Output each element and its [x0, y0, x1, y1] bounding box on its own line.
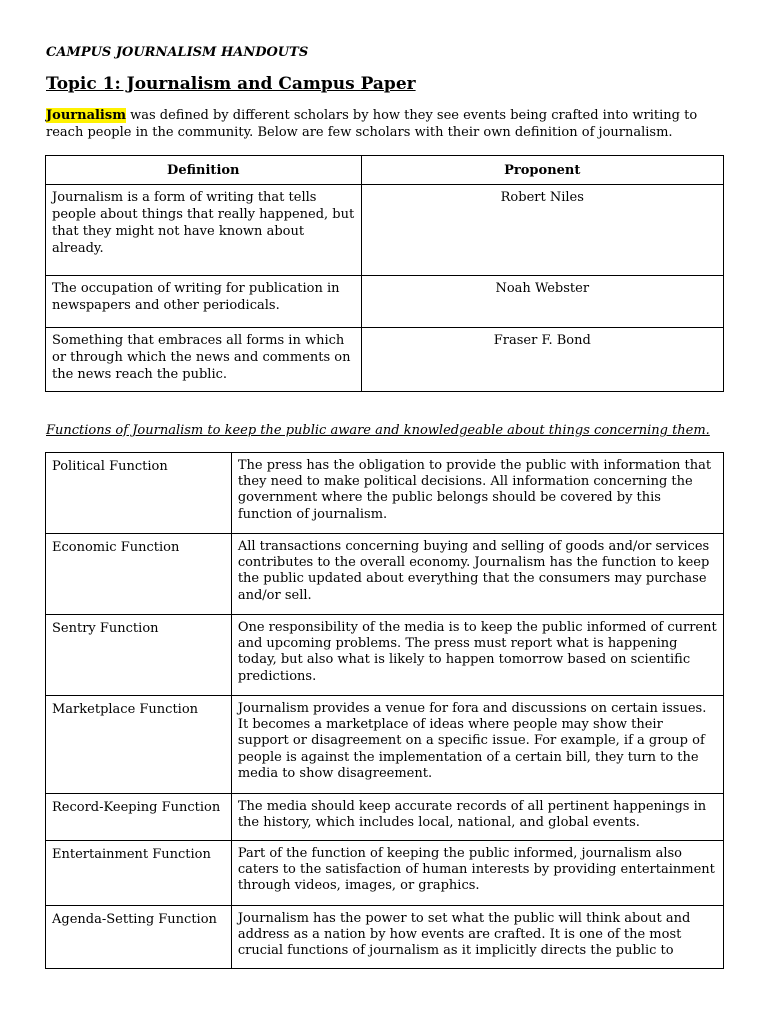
table-row [46, 615, 724, 696]
proponent-cell: Fraser F. Bond [361, 328, 723, 392]
definition-header: Definition [46, 156, 362, 185]
function-name-cell: Marketplace Function [46, 696, 232, 794]
function-name-cell: Sentry Function [46, 615, 232, 696]
intro-text: was defined by different scholars by how they see events being crafted into writing to reach people in the community. Below are few scholars with their own definition of journalism. [46, 108, 698, 140]
definition-cell: Journalism is a form of writing that tells people about things that really happened, but that they might not have known about already. [46, 185, 362, 276]
functions-table [45, 452, 724, 969]
handout-header: CAMPUS JOURNALISM HANDOUTS [46, 45, 309, 60]
table-row [46, 276, 724, 328]
definition-cell: The occupation of writing for publication in newspapers and other periodicals. [46, 276, 362, 328]
function-description-cell: One responsibility of the media is to keep the public informed of current and upcoming problems. The press must report what is happening today, but also what is likely to happen tomorrow based on scientific predictions. [231, 615, 723, 696]
function-description-cell: All transactions concerning buying and selling of goods and/or services contributes to the overall economy. Journalism has the function to keep the public updated about everything that the consumers may purchase and/or sell. [231, 534, 723, 615]
function-description-cell: The media should keep accurate records of all pertinent happenings in the history, which includes local, national, and global events. [231, 794, 723, 841]
topic-title: Topic 1: Journalism and Campus Paper [46, 74, 416, 94]
table-row [46, 185, 724, 276]
function-description-cell: The press has the obligation to provide the public with information that they need to make political decisions. All information concerning the government where the public belongs should be covered by this function of journalism. [231, 453, 723, 534]
function-name-cell: Economic Function [46, 534, 232, 615]
proponent-cell: Noah Webster [361, 276, 723, 328]
table-row [46, 841, 724, 906]
table-row [46, 794, 724, 841]
function-name-cell: Entertainment Function [46, 841, 232, 906]
table-row [46, 906, 724, 969]
definition-cell: Something that embraces all forms in which or through which the news and comments on the news reach the public. [46, 328, 362, 392]
table-row [46, 328, 724, 392]
function-description-cell: Part of the function of keeping the public informed, journalism also caters to the satisfaction of human interests by providing entertainment through videos, images, or graphics. [231, 841, 723, 906]
proponent-cell: Robert Niles [361, 185, 723, 276]
definitions-table [45, 155, 724, 392]
proponent-header: Proponent [361, 156, 723, 185]
function-name-cell: Agenda-Setting Function [46, 906, 232, 969]
function-description-cell: Journalism has the power to set what the public will think about and address as a nation by how events are crafted. It is one of the most crucial functions of journalism as it implicitly directs the public to [231, 906, 723, 969]
highlighted-term: Journalism [46, 108, 126, 123]
table-row [46, 696, 724, 794]
function-name-cell: Record-Keeping Function [46, 794, 232, 841]
intro-paragraph [46, 107, 726, 141]
function-description-cell: Journalism provides a venue for fora and discussions on certain issues. It becomes a marketplace of ideas where people may show their support or disagreement on a specific issue. For example, if a group of people is against the implementation of a certain bill, they turn to the media to show disagreement. [231, 696, 723, 794]
table-row [46, 534, 724, 615]
function-name-cell: Political Function [46, 453, 232, 534]
functions-heading: Functions of Journalism to keep the public aware and knowledgeable about things concerning them. [46, 423, 710, 438]
table-row [46, 453, 724, 534]
table-header-row [46, 156, 724, 185]
